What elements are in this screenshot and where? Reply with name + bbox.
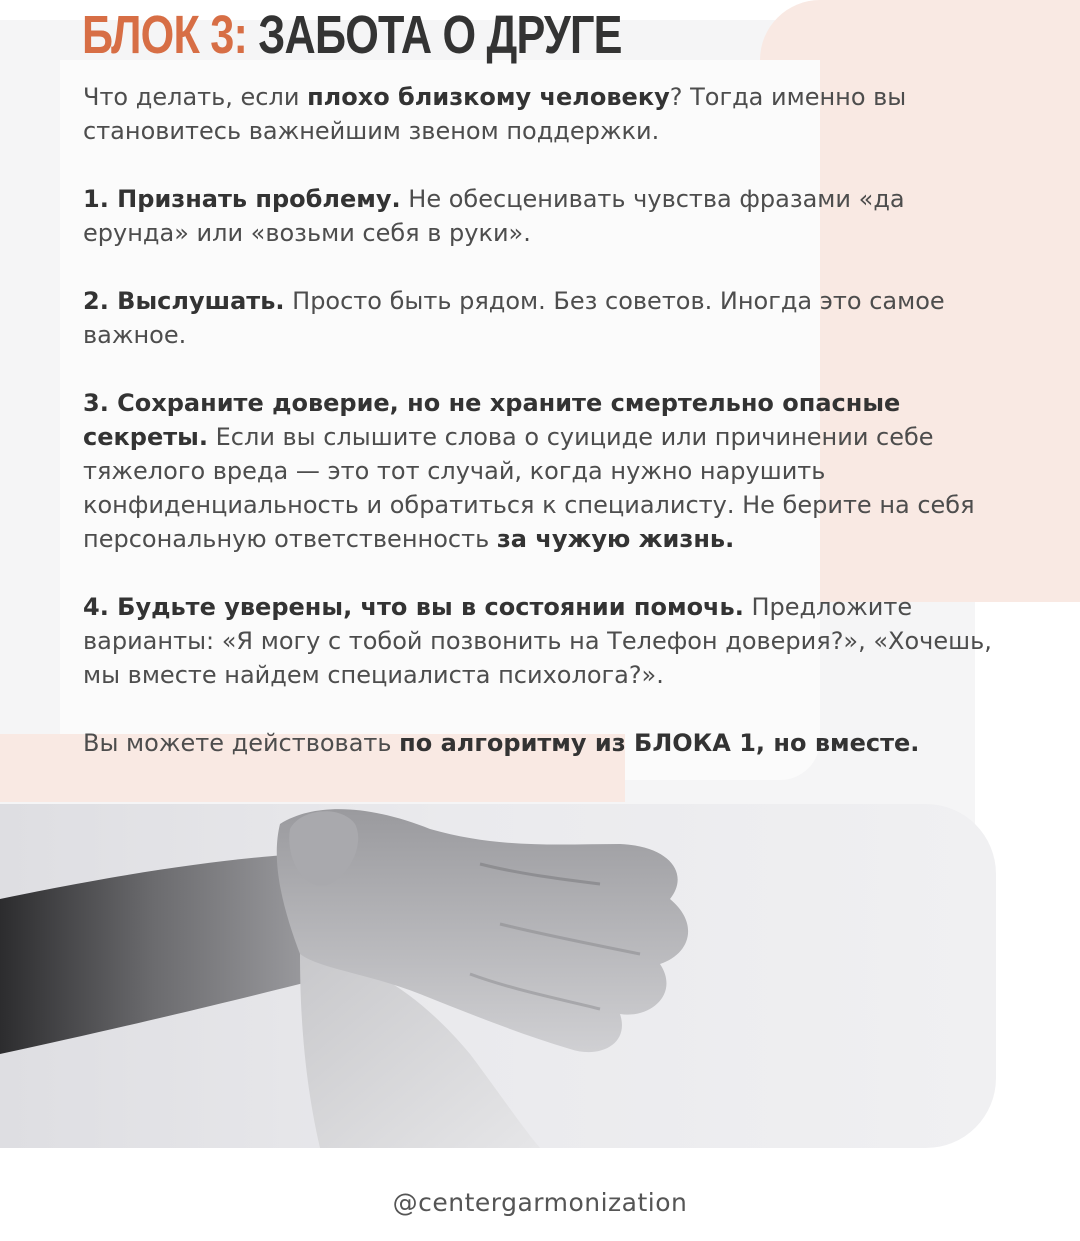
item-heading: 2. Выслушать. — [83, 287, 285, 315]
list-item — [83, 386, 1003, 556]
item-heading: 4. Будьте уверены, что вы в состоянии помочь. — [83, 593, 744, 621]
intro-highlight: плохо близкому человеку — [307, 83, 670, 111]
list-item — [83, 182, 1003, 250]
page-title — [82, 4, 622, 66]
item-text: Предложите варианты: «Я могу с тобой позвонить на Телефон доверия?», «Хочешь, мы вместе найдем специалиста психолога?». — [83, 593, 992, 689]
holding-hands-icon — [0, 804, 996, 1148]
social-handle: @centergarmonization — [392, 1188, 688, 1217]
item-text: Не обесценивать чувства фразами «да ерунда» или «возьми себя в руки». — [83, 185, 905, 247]
closing-text: Вы можете действовать — [83, 729, 400, 757]
list-item — [83, 590, 1003, 692]
intro-text: Что делать, если — [83, 83, 308, 111]
item-heading: 1. Признать проблему. — [83, 185, 401, 213]
title-accent: БЛОК 3: — [82, 5, 248, 65]
intro-paragraph — [83, 80, 1003, 148]
item-text: Если вы слышите слова о суициде или причинении себе тяжелого вреда — это тот случай, когда нужно нарушить конфиденциальность и обратиться к специалисту. Не берите на себя персональную ответственность — [83, 423, 975, 553]
list-item — [83, 284, 1003, 352]
intro-text-end: ? Тогда именно вы становитесь важнейшим звеном поддержки. — [83, 83, 907, 145]
item-heading: 3. Сохраните доверие, но не храните смертельно опасные секреты. — [83, 389, 901, 451]
closing-highlight: по алгоритму из БЛОКА 1, но вместе. — [399, 729, 920, 757]
item-text: Просто быть рядом. Без советов. Иногда это самое важное. — [83, 287, 945, 349]
main-content — [83, 80, 1003, 760]
item-highlight: за чужую жизнь. — [496, 525, 735, 553]
holding-hands-photo — [0, 804, 996, 1148]
closing-paragraph — [83, 726, 1003, 760]
title-main: ЗАБОТА О ДРУГЕ — [258, 5, 622, 65]
